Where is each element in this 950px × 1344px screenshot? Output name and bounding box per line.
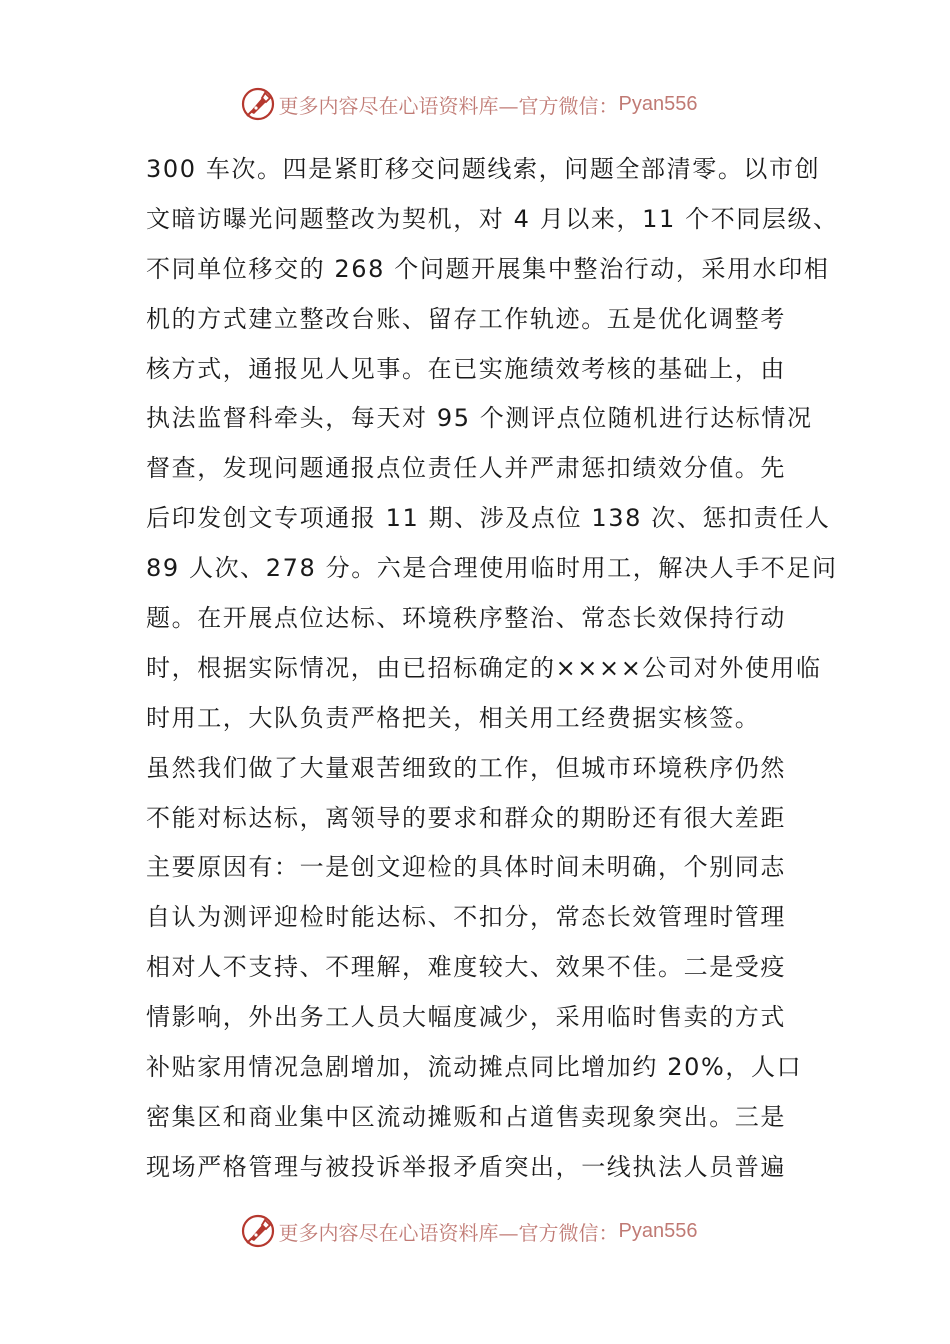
- body-line: 核方式，通报见人见事。在已实施绩效考核的基础上，由: [146, 354, 786, 383]
- body-line: 相对人不支持、不理解，难度较大、效果不佳。二是受疫: [146, 953, 786, 982]
- body-line: 密集区和商业集中区流动摊贩和占道售卖现象突出。三是: [146, 1102, 786, 1131]
- watermark-text: 更多内容尽在心语资料库—官方微信：: [278, 93, 619, 118]
- body-line: 主要原因有：一是创文迎检的具体时间未明确，个别同志: [146, 853, 786, 882]
- watermark-handle: Pyan556: [618, 1219, 698, 1242]
- body-line: 文暗访曝光问题整改为契机，对 4 月以来，11 个不同层级、: [146, 204, 839, 233]
- body-line: 题。在开展点位达标、环境秩序整治、常态长效保持行动: [146, 604, 786, 633]
- body-line: 情影响，外出务工人员大幅度减少，采用临时售卖的方式: [146, 1003, 786, 1032]
- body-line: 时用工，大队负责严格把关，相关用工经费据实核签。: [146, 703, 761, 732]
- body-line: 后印发创文专项通报 11 期、涉及点位 138 次、惩扣责任人: [146, 504, 831, 533]
- body-line: 督查，发现问题通报点位责任人并严肃惩扣绩效分值。先: [146, 454, 786, 483]
- header-watermark: [0, 84, 950, 124]
- body-line: 300 车次。四是紧盯移交问题线索，问题全部清零。以市创: [146, 155, 821, 183]
- body-line: 时，根据实际情况，由已招标确定的××××公司对外使用临: [146, 653, 822, 682]
- footer-watermark: [0, 1211, 950, 1251]
- watermark-handle: Pyan556: [618, 92, 698, 115]
- body-line: 机的方式建立整改台账、留存工作轨迹。五是优化调整考: [146, 304, 786, 333]
- pen-nib-icon: [241, 87, 275, 121]
- document-body: [146, 145, 839, 1193]
- watermark-text: 更多内容尽在心语资料库—官方微信：: [278, 1220, 619, 1245]
- body-line: 89 人次、278 分。六是合理使用临时用工，解决人手不足问: [146, 554, 838, 583]
- body-line: 不同单位移交的 268 个问题开展集中整治行动，采用水印相: [146, 254, 830, 283]
- body-line: 自认为测评迎检时能达标、不扣分，常态长效管理时管理: [146, 903, 786, 932]
- body-line: 不能对标达标，离领导的要求和群众的期盼还有很大差距: [146, 803, 786, 832]
- body-line: 现场严格管理与被投诉举报矛盾突出，一线执法人员普遍: [146, 1152, 786, 1181]
- body-line: 虽然我们做了大量艰苦细致的工作，但城市环境秩序仍然: [146, 753, 786, 782]
- body-line: 执法监督科牵头，每天对 95 个测评点位随机进行达标情况: [146, 404, 813, 433]
- pen-nib-icon: [241, 1214, 275, 1248]
- body-line: 补贴家用情况急剧增加，流动摊点同比增加约 20%，人口: [146, 1053, 803, 1082]
